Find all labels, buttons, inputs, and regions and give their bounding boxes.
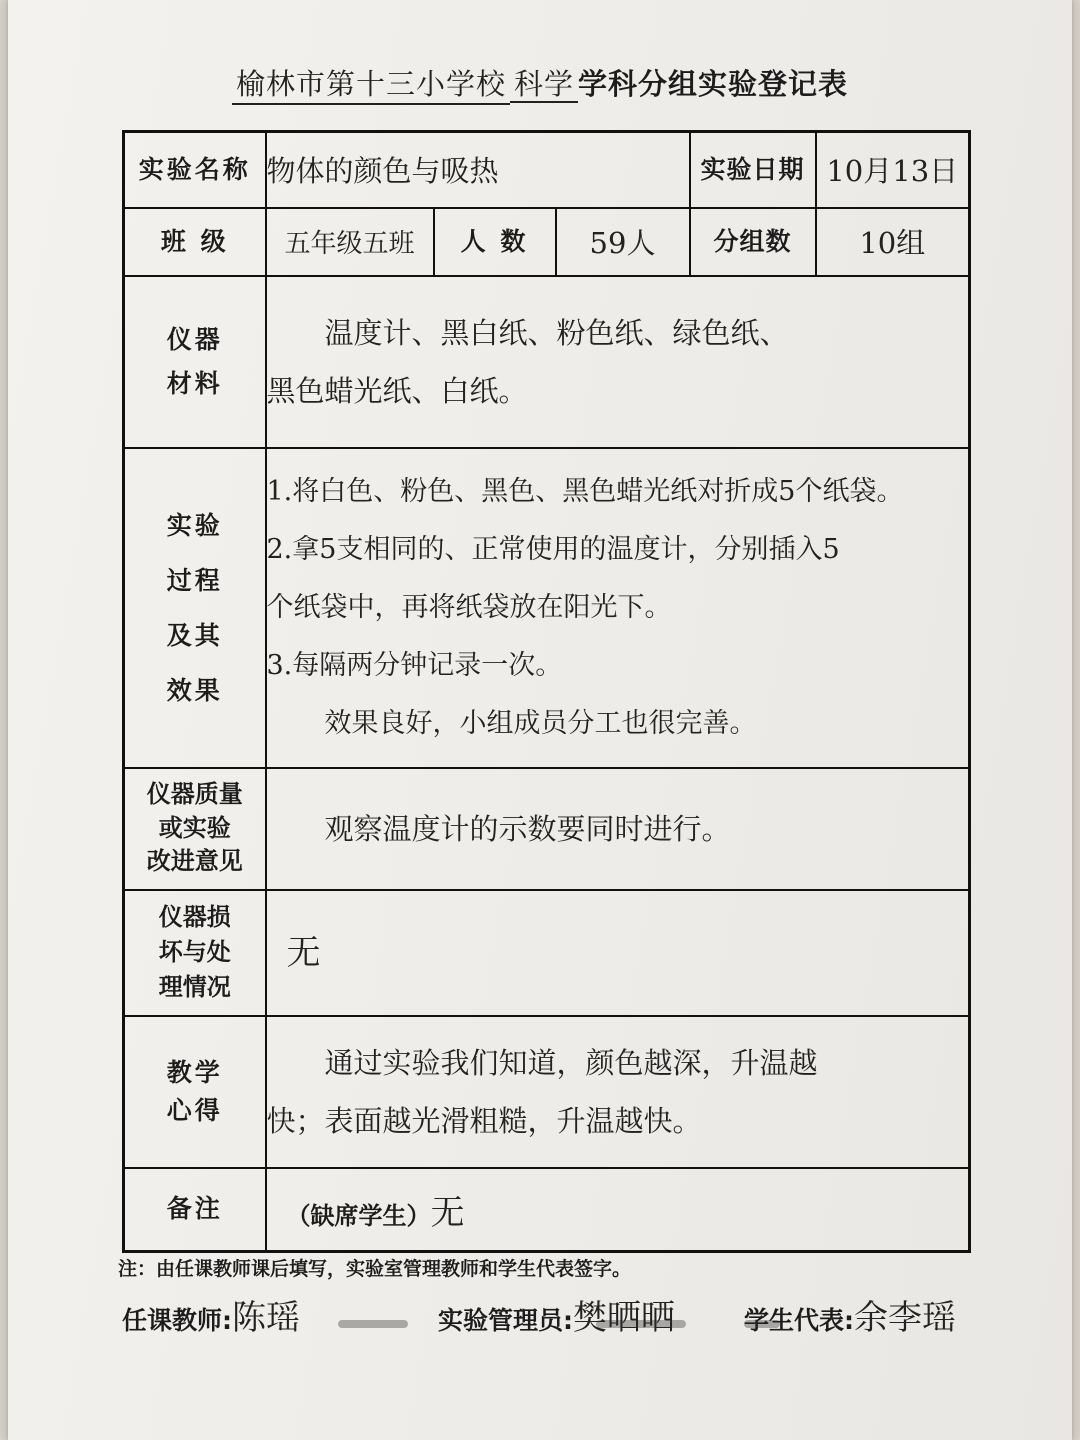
row-materials bbox=[124, 276, 970, 448]
process-label-line: 过程 bbox=[166, 565, 223, 595]
materials-label bbox=[124, 276, 266, 448]
remarks-content bbox=[266, 1168, 970, 1252]
class-label: 班 级 bbox=[124, 208, 266, 276]
experiment-record-table bbox=[122, 130, 971, 1253]
process-line: 1.将白色、粉色、黑色、黑色蜡光纸对折成5个纸袋。 bbox=[266, 475, 904, 507]
teacher-signature: 陈瑶 bbox=[232, 1298, 300, 1338]
process-content bbox=[266, 448, 970, 768]
school-name: 榆林市第十三小学校 bbox=[232, 62, 510, 105]
page-title bbox=[0, 62, 1080, 105]
row-damage bbox=[124, 890, 970, 1016]
process-line: 个纸袋中，再将纸袋放在阳光下。 bbox=[266, 591, 672, 623]
materials-line: 温度计、黑白纸、粉色纸、绿色纸、 bbox=[324, 315, 789, 350]
groups-value: 10组 bbox=[816, 208, 970, 276]
teaching-line: 通过实验我们知道，颜色越深，升温越 bbox=[324, 1045, 818, 1080]
title-suffix: 学科分组实验登记表 bbox=[578, 67, 849, 101]
quality-label-line: 或实验 bbox=[158, 813, 231, 842]
scan-smudge bbox=[744, 1320, 780, 1328]
row-process bbox=[124, 448, 970, 768]
quality-label bbox=[124, 768, 266, 890]
teaching-line: 快；表面越光滑粗糙，升温越快。 bbox=[266, 1103, 702, 1138]
scan-smudge bbox=[338, 1320, 408, 1328]
process-label-line: 效果 bbox=[166, 675, 223, 705]
process-line: 效果良好，小组成员分工也很完善。 bbox=[324, 707, 757, 739]
teacher-label: 任课教师: bbox=[122, 1306, 232, 1335]
process-line: 3.每隔两分钟记录一次。 bbox=[266, 649, 563, 681]
quality-label-line: 仪器质量 bbox=[146, 780, 243, 809]
experiment-date-value: 10月13日 bbox=[816, 132, 970, 208]
manager-signature-block bbox=[438, 1290, 675, 1339]
materials-label-line: 仪器 bbox=[166, 324, 223, 354]
scan-smudge bbox=[596, 1320, 686, 1328]
experiment-name-value: 物体的颜色与吸热 bbox=[266, 132, 690, 208]
row-class-info bbox=[124, 208, 970, 276]
headcount-value: 59人 bbox=[556, 208, 690, 276]
row-quality bbox=[124, 768, 970, 890]
materials-line: 黑色蜡光纸、白纸。 bbox=[266, 373, 528, 408]
damage-label-line: 理情况 bbox=[158, 972, 231, 1001]
student-signature-block bbox=[744, 1290, 956, 1339]
damage-label-line: 坏与处 bbox=[158, 938, 231, 967]
remarks-prefix: （缺席学生） bbox=[286, 1201, 431, 1230]
remarks-label: 备注 bbox=[124, 1168, 266, 1252]
manager-label: 实验管理员: bbox=[438, 1306, 573, 1335]
student-signature: 余李瑶 bbox=[854, 1298, 956, 1338]
damage-label bbox=[124, 890, 266, 1016]
damage-text: 无 bbox=[286, 932, 321, 973]
damage-content bbox=[266, 890, 970, 1016]
remarks-value: 无 bbox=[430, 1192, 465, 1233]
experiment-name-label: 实验名称 bbox=[124, 132, 266, 208]
headcount-label: 人 数 bbox=[434, 208, 556, 276]
class-value: 五年级五班 bbox=[266, 208, 434, 276]
quality-text: 观察温度计的示数要同时进行。 bbox=[324, 811, 731, 846]
subject-name: 科学 bbox=[510, 67, 578, 103]
process-label bbox=[124, 448, 266, 768]
row-remarks bbox=[124, 1168, 970, 1252]
manager-signature: 樊晒晒 bbox=[573, 1298, 675, 1338]
teaching-label-line: 教学 bbox=[166, 1058, 223, 1087]
damage-label-line: 仪器损 bbox=[158, 903, 231, 932]
row-teaching bbox=[124, 1016, 970, 1168]
quality-label-line: 改进意见 bbox=[146, 847, 243, 876]
process-line: 2.拿5支相同的、正常使用的温度计，分别插入5 bbox=[266, 533, 840, 565]
process-label-line: 及其 bbox=[166, 620, 223, 650]
process-label-line: 实验 bbox=[166, 510, 223, 540]
student-label: 学生代表: bbox=[744, 1306, 854, 1335]
teaching-label bbox=[124, 1016, 266, 1168]
quality-content bbox=[266, 768, 970, 890]
footer-note: 注：由任课教师课后填写，实验室管理教师和学生代表签字。 bbox=[118, 1258, 632, 1280]
teacher-signature-block bbox=[122, 1290, 300, 1339]
groups-label: 分组数 bbox=[690, 208, 816, 276]
materials-content bbox=[266, 276, 970, 448]
teaching-label-line: 心得 bbox=[166, 1095, 223, 1125]
teaching-content bbox=[266, 1016, 970, 1168]
experiment-date-label: 实验日期 bbox=[690, 132, 816, 208]
row-experiment-name bbox=[124, 132, 970, 208]
materials-label-line: 材料 bbox=[166, 368, 223, 398]
